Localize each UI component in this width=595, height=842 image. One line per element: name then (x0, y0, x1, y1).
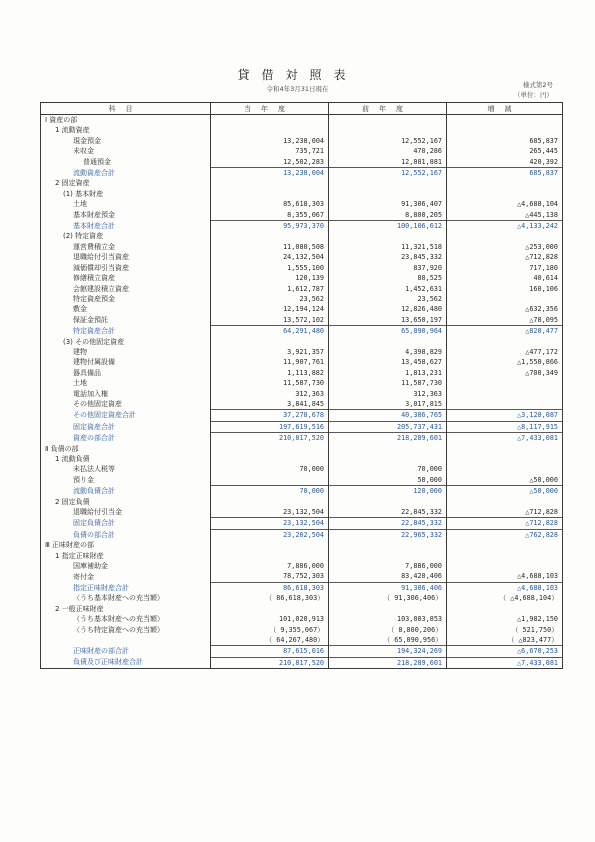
current-year-cell (211, 497, 329, 507)
account-cell: 未払法人税等 (41, 464, 211, 474)
previous-year-cell: 12,081,881 (329, 157, 447, 168)
difference-cell: △712,828 (447, 507, 563, 518)
table-row (41, 507, 563, 518)
difference-cell: △1,550,866 (447, 357, 563, 367)
current-year-cell: 23,562 (211, 294, 329, 304)
current-year-cell (211, 540, 329, 550)
current-year-cell: 8,355,067 (211, 210, 329, 221)
current-year-cell: 13,572,102 (211, 315, 329, 326)
difference-cell (447, 444, 563, 454)
account-cell: 基本財産預金 (41, 210, 211, 221)
account-cell: 建物付属設備 (41, 357, 211, 367)
difference-cell: △50,000 (447, 475, 563, 486)
table-row (41, 125, 563, 135)
account-cell: 固定資産合計 (41, 421, 211, 432)
difference-cell: △820,477 (447, 326, 563, 337)
account-cell: 未収金 (41, 146, 211, 156)
current-year-cell: 11,907,761 (211, 357, 329, 367)
previous-year-cell: 11,587,730 (329, 378, 447, 388)
account-cell: 指定正味財産合計 (41, 582, 211, 593)
account-cell: 普通預金 (41, 157, 211, 168)
difference-cell: △632,356 (447, 304, 563, 314)
difference-cell (447, 540, 563, 550)
current-year-cell: 101,020,913 (211, 614, 329, 624)
table-row (41, 210, 563, 221)
account-cell: 敷金 (41, 304, 211, 314)
table-row (41, 399, 563, 410)
difference-cell (447, 189, 563, 199)
previous-year-cell: 8,800,205 (329, 210, 447, 221)
balance-sheet-table (40, 102, 563, 669)
current-year-cell: 11,587,730 (211, 378, 329, 388)
difference-cell (447, 399, 563, 410)
current-year-cell: 70,000 (211, 486, 329, 497)
table-row (41, 157, 563, 168)
table-row (41, 231, 563, 241)
account-cell: （うち特定資産への充当額） (41, 625, 211, 635)
table-row (41, 421, 563, 432)
previous-year-cell: 13,650,197 (329, 315, 447, 326)
table-row (41, 454, 563, 464)
previous-year-cell: 12,552,167 (329, 136, 447, 146)
current-year-cell: 197,619,516 (211, 421, 329, 432)
current-year-cell (211, 604, 329, 614)
previous-year-cell (329, 125, 447, 135)
difference-cell: 685,837 (447, 168, 563, 179)
previous-year-cell: 103,003,853 (329, 614, 447, 624)
difference-cell: 160,106 (447, 284, 563, 294)
current-year-cell: 12,194,124 (211, 304, 329, 314)
table-row (41, 529, 563, 540)
table-row (41, 284, 563, 294)
current-year-cell (211, 475, 329, 486)
account-cell: 修繕積立資産 (41, 273, 211, 283)
account-cell: 土地 (41, 378, 211, 388)
table-row (41, 347, 563, 357)
current-year-cell: （ 9,355,067） (211, 625, 329, 635)
account-cell: 電話加入権 (41, 389, 211, 399)
previous-year-cell: 100,106,612 (329, 221, 447, 232)
table-header-row (41, 103, 563, 115)
table-row (41, 199, 563, 209)
account-cell: 会館建設積立資産 (41, 284, 211, 294)
table-row (41, 410, 563, 421)
current-year-cell (211, 454, 329, 464)
current-year-cell: 3,841,845 (211, 399, 329, 410)
form-number: 様式第2号 (522, 81, 553, 89)
table-row (41, 189, 563, 199)
current-year-cell: 13,238,004 (211, 136, 329, 146)
account-cell: 基本財産合計 (41, 221, 211, 232)
difference-cell (447, 497, 563, 507)
account-cell: Ⅲ 正味財産の部 (41, 540, 211, 550)
current-year-cell: 95,973,370 (211, 221, 329, 232)
difference-cell: 685,837 (447, 136, 563, 146)
difference-cell: △4,133,242 (447, 221, 563, 232)
column-header-previous-year: 前年度 (329, 103, 447, 115)
table-row (41, 326, 563, 337)
account-cell (41, 635, 211, 646)
table-row (41, 115, 563, 126)
account-cell: 減価償却引当資産 (41, 263, 211, 273)
current-year-cell: （ 64,267,480） (211, 635, 329, 646)
previous-year-cell: 1,813,231 (329, 368, 447, 378)
current-year-cell (211, 231, 329, 241)
account-cell: 寄付金 (41, 571, 211, 582)
difference-cell: （ △4,688,104） (447, 593, 563, 603)
account-cell: その他固定資産 (41, 399, 211, 410)
account-cell: Ⅱ 負債の部 (41, 444, 211, 454)
current-year-cell (211, 125, 329, 135)
table-row (41, 146, 563, 156)
difference-cell: △253,000 (447, 242, 563, 252)
current-year-cell: 23,132,504 (211, 518, 329, 529)
account-cell: その他固定資産合計 (41, 410, 211, 421)
current-year-cell: 24,132,504 (211, 252, 329, 262)
table-row (41, 582, 563, 593)
current-year-cell (211, 115, 329, 126)
current-year-cell: 85,618,303 (211, 199, 329, 209)
difference-cell: △78,095 (447, 315, 563, 326)
current-year-cell (211, 178, 329, 188)
difference-cell: △445,138 (447, 210, 563, 221)
previous-year-cell: 83,420,406 (329, 571, 447, 582)
previous-year-cell: 12,826,480 (329, 304, 447, 314)
difference-cell: 717,180 (447, 263, 563, 273)
account-cell: 預り金 (41, 475, 211, 486)
difference-cell: △3,128,087 (447, 410, 563, 421)
account-cell: 2 固定負債 (41, 497, 211, 507)
current-year-cell: 735,721 (211, 146, 329, 156)
difference-cell (447, 551, 563, 561)
previous-year-cell: （ 65,090,956） (329, 635, 447, 646)
account-cell: 流動資産合計 (41, 168, 211, 179)
previous-year-cell: 205,737,431 (329, 421, 447, 432)
current-year-cell: 1,612,787 (211, 284, 329, 294)
previous-year-cell: 22,845,332 (329, 518, 447, 529)
table-row (41, 444, 563, 454)
current-year-cell: 86,618,303 (211, 582, 329, 593)
table-row (41, 486, 563, 497)
table-row (41, 497, 563, 507)
table-row (41, 136, 563, 146)
current-year-cell: 12,502,283 (211, 157, 329, 168)
table-row (41, 378, 563, 388)
previous-year-cell: 40,386,765 (329, 410, 447, 421)
previous-year-cell: 837,920 (329, 263, 447, 273)
previous-year-cell (329, 189, 447, 199)
column-header-difference: 増減 (447, 103, 563, 115)
previous-year-cell: 470,286 (329, 146, 447, 156)
table-row (41, 540, 563, 550)
table-row (41, 389, 563, 399)
current-year-cell: 1,555,100 (211, 263, 329, 273)
previous-year-cell: 13,458,627 (329, 357, 447, 367)
account-cell: 1 流動資産 (41, 125, 211, 135)
current-year-cell (211, 551, 329, 561)
current-year-cell: 1,113,882 (211, 368, 329, 378)
previous-year-cell (329, 115, 447, 126)
table-row (41, 518, 563, 529)
difference-cell: △4,688,104 (447, 199, 563, 209)
document-date: 令和4年3月31日現在 (266, 85, 329, 93)
table-row (41, 646, 563, 657)
table-row (41, 337, 563, 347)
previous-year-cell: 194,324,269 (329, 646, 447, 657)
account-cell: 正味財産の部合計 (41, 646, 211, 657)
table-row (41, 315, 563, 326)
previous-year-cell: 1,452,631 (329, 284, 447, 294)
table-row (41, 368, 563, 378)
previous-year-cell: 12,552,167 (329, 168, 447, 179)
previous-year-cell: 22,845,332 (329, 507, 447, 518)
account-cell: 土地 (41, 199, 211, 209)
difference-cell: △762,828 (447, 529, 563, 540)
difference-cell: △4,688,103 (447, 571, 563, 582)
difference-cell (447, 178, 563, 188)
previous-year-cell: 91,306,407 (329, 199, 447, 209)
difference-cell (447, 389, 563, 399)
table-row (41, 561, 563, 571)
difference-cell: △712,828 (447, 518, 563, 529)
unit-label: （単位：円） (514, 91, 553, 99)
current-year-cell (211, 189, 329, 199)
previous-year-cell (329, 497, 447, 507)
previous-year-cell: 218,289,601 (329, 433, 447, 444)
difference-cell (447, 337, 563, 347)
previous-year-cell (329, 454, 447, 464)
difference-cell: △712,828 (447, 252, 563, 262)
table-row (41, 593, 563, 603)
current-year-cell: 64,291,480 (211, 326, 329, 337)
table-row (41, 294, 563, 304)
difference-cell: 420,392 (447, 157, 563, 168)
account-cell: （うち基本財産への充当額） (41, 614, 211, 624)
difference-cell: （ 521,750） (447, 625, 563, 635)
table-row (41, 178, 563, 188)
current-year-cell: （ 86,618,303） (211, 593, 329, 603)
current-year-cell: 23,132,504 (211, 507, 329, 518)
current-year-cell: 7,886,000 (211, 561, 329, 571)
current-year-cell (211, 444, 329, 454)
difference-cell: 265,445 (447, 146, 563, 156)
difference-cell (447, 561, 563, 571)
previous-year-cell: 7,886,000 (329, 561, 447, 571)
current-year-cell: 312,363 (211, 389, 329, 399)
account-cell: (2) 特定資産 (41, 231, 211, 241)
previous-year-cell (329, 231, 447, 241)
current-year-cell: 23,202,504 (211, 529, 329, 540)
current-year-cell: 37,278,678 (211, 410, 329, 421)
difference-cell: 40,614 (447, 273, 563, 283)
account-cell: (1) 基本財産 (41, 189, 211, 199)
account-cell: 特定資産合計 (41, 326, 211, 337)
difference-cell: △477,172 (447, 347, 563, 357)
previous-year-cell: （ 91,306,406） (329, 593, 447, 603)
document-title: 貸借対照表 (237, 68, 358, 82)
previous-year-cell (329, 604, 447, 614)
table-row (41, 252, 563, 262)
account-cell: 国庫補助金 (41, 561, 211, 571)
previous-year-cell (329, 551, 447, 561)
previous-year-cell: 70,000 (329, 464, 447, 474)
table-row (41, 625, 563, 635)
account-cell: 負債及び正味財産合計 (41, 657, 211, 668)
account-cell: 運営費積立金 (41, 242, 211, 252)
current-year-cell: 78,752,303 (211, 571, 329, 582)
account-cell: 1 指定正味財産 (41, 551, 211, 561)
previous-year-cell: 4,398,829 (329, 347, 447, 357)
difference-cell: △6,670,253 (447, 646, 563, 657)
difference-cell: △4,688,103 (447, 582, 563, 593)
previous-year-cell (329, 178, 447, 188)
previous-year-cell (329, 444, 447, 454)
previous-year-cell: 3,017,815 (329, 399, 447, 410)
table-row (41, 242, 563, 252)
previous-year-cell: （ 8,800,206） (329, 625, 447, 635)
previous-year-cell: 22,965,332 (329, 529, 447, 540)
current-year-cell: 210,817,520 (211, 433, 329, 444)
current-year-cell: 13,238,004 (211, 168, 329, 179)
account-cell: 固定負債合計 (41, 518, 211, 529)
previous-year-cell: 65,090,964 (329, 326, 447, 337)
account-cell: 2 一般正味財産 (41, 604, 211, 614)
account-cell: (3) その他固定資産 (41, 337, 211, 347)
table-row (41, 657, 563, 668)
table-row (41, 551, 563, 561)
previous-year-cell: 218,289,601 (329, 657, 447, 668)
table-row (41, 571, 563, 582)
table-row (41, 475, 563, 486)
current-year-cell: 120,139 (211, 273, 329, 283)
difference-cell (447, 378, 563, 388)
account-cell: 器具備品 (41, 368, 211, 378)
current-year-cell: 210,817,520 (211, 657, 329, 668)
current-year-cell (211, 337, 329, 347)
previous-year-cell: 91,306,406 (329, 582, 447, 593)
difference-cell (447, 115, 563, 126)
account-cell: 建物 (41, 347, 211, 357)
previous-year-cell: 23,845,332 (329, 252, 447, 262)
table-row (41, 263, 563, 273)
difference-cell (447, 464, 563, 474)
current-year-cell: 11,080,508 (211, 242, 329, 252)
difference-cell (447, 231, 563, 241)
table-row (41, 168, 563, 179)
difference-cell (447, 125, 563, 135)
difference-cell: △50,000 (447, 486, 563, 497)
difference-cell: △1,982,150 (447, 614, 563, 624)
table-row (41, 604, 563, 614)
table-row (41, 433, 563, 444)
previous-year-cell: 80,525 (329, 273, 447, 283)
table-row (41, 304, 563, 314)
table-row (41, 464, 563, 474)
previous-year-cell: 50,000 (329, 475, 447, 486)
difference-cell (447, 604, 563, 614)
previous-year-cell: 23,562 (329, 294, 447, 304)
table-row (41, 635, 563, 646)
account-cell: 現金預金 (41, 136, 211, 146)
account-cell: 資産の部合計 (41, 433, 211, 444)
column-header-account: 科目 (41, 103, 211, 115)
column-header-current-year: 当年度 (211, 103, 329, 115)
difference-cell: △8,117,915 (447, 421, 563, 432)
account-cell: 1 流動負債 (41, 454, 211, 464)
difference-cell (447, 294, 563, 304)
previous-year-cell: 11,321,518 (329, 242, 447, 252)
current-year-cell: 87,615,016 (211, 646, 329, 657)
previous-year-cell (329, 337, 447, 347)
account-cell: 負債の部合計 (41, 529, 211, 540)
table-row (41, 357, 563, 367)
difference-cell: △7,433,081 (447, 433, 563, 444)
account-cell: 特定資産預金 (41, 294, 211, 304)
account-cell: 流動負債合計 (41, 486, 211, 497)
previous-year-cell (329, 540, 447, 550)
difference-cell (447, 454, 563, 464)
current-year-cell: 3,921,357 (211, 347, 329, 357)
table-row (41, 273, 563, 283)
previous-year-cell: 312,363 (329, 389, 447, 399)
account-cell: （うち基本財産への充当額） (41, 593, 211, 603)
difference-cell: △7,433,081 (447, 657, 563, 668)
account-cell: 退職給付引当資産 (41, 252, 211, 262)
account-cell: 保証金預託 (41, 315, 211, 326)
difference-cell: △700,349 (447, 368, 563, 378)
account-cell: 退職給付引当金 (41, 507, 211, 518)
table-row (41, 221, 563, 232)
difference-cell: （ △823,477） (447, 635, 563, 646)
table-row (41, 614, 563, 624)
previous-year-cell: 120,000 (329, 486, 447, 497)
account-cell: 2 固定資産 (41, 178, 211, 188)
current-year-cell: 70,000 (211, 464, 329, 474)
account-cell: Ⅰ 資産の部 (41, 115, 211, 126)
